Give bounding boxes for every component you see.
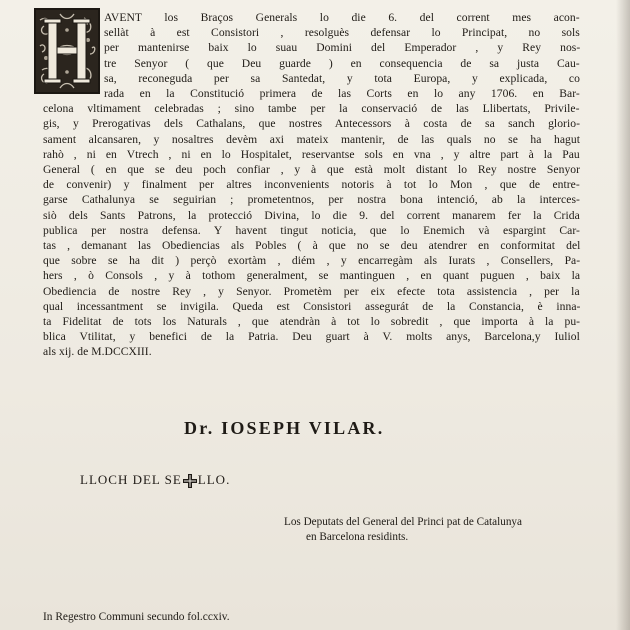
seal-location-label xyxy=(80,472,230,488)
body-line: publica per nostra defensa. Y havent tingut noticia, que lo Enemich và espargint Car- xyxy=(43,223,580,237)
body-line: tre Senyor ( que Deu guarde ) en consequencia de sa justa Cau- xyxy=(104,56,580,70)
body-line: General ( en que se deu poch confiar , y à que està molt distant lo Rey nostre Senyor xyxy=(43,163,581,176)
body-line: sellàt à est Consistori , resolguès defensar lo Principat, no sols xyxy=(104,26,580,40)
body-line: que sobre se ha dit ) perçò exortàm , diém , y encarregàm als Iurats , Consellers, Pa- xyxy=(43,254,581,268)
page-edge-shadow xyxy=(616,0,630,630)
deputies-line-1: Los Deputats del General del Princi pat de Catalunya xyxy=(284,516,522,528)
body-line: rahò , ni en Vtrech , ni en lo Hospitalet, reservantse sols en vna , y altre part à la Pau xyxy=(43,147,580,161)
deputies-line-2: en Barcelona residints. xyxy=(306,531,409,543)
decorated-initial-letter xyxy=(34,8,100,94)
body-line: siò dels Sants Patrons, la protecció Divina, lo die 9. del corrent manarem fer la Crida xyxy=(43,208,580,222)
body-line: Obediencia de nostre Rey , y Senyor. Prometèm per eix efecte tota assistencia , per la xyxy=(43,284,580,298)
body-line: blica Vtilitat, y benefici de la Patria. Deu guart à V. molts anys, Barcelona,y Iuliol xyxy=(43,330,580,344)
register-note: In Regestro Communi secundo fol.ccxiv. xyxy=(43,611,230,623)
body-line: ta Fidelitat de tots los Naturals , que atendràn à tot lo sobredit , que importa à la pu- xyxy=(43,315,581,328)
seal-text-part2: LLO. xyxy=(197,472,231,487)
body-line: de convenir) y finalment per altres inconvenients notoris à tot lo Mon , que de entre- xyxy=(43,178,580,192)
body-line: hers , ò Consols , y à tothom generalment, se mantinguen , en quant puguen , baix la xyxy=(43,269,581,283)
body-line: sa, reconeguda per sa Santedat, y tota Europa, y explicada, co xyxy=(104,71,580,85)
body-line: tas , demanant las Obediencias als Pobles ( à que no se deu atendrer en conformitat del xyxy=(43,239,581,252)
body-line: AVENT los Braços Generals lo die 6. del corrent mes acon- xyxy=(104,11,580,24)
body-line: per mantenirse baix lo suau Domini del Emperador , y Rey nos- xyxy=(104,41,581,55)
body-line: als xij. de M.DCCXIII. xyxy=(43,345,152,359)
body-line: qual incessantment se invigila. Queda est Consistori assegurát de la Constancia, è inna- xyxy=(43,299,581,313)
body-line: sament alcansaren, y nosaltres devèm axi mateix mantenir, de las quals no se ha hagut xyxy=(43,132,580,146)
seal-text-part1: LLOCH DEL SE xyxy=(80,472,182,487)
cross-seal-icon xyxy=(183,474,197,488)
body-line: rada en la Constitució primera de las Corts en lo any 1706. en Bar- xyxy=(104,87,580,100)
body-line: gis, y Prerogativas dels Cathalans, que nostres Antecessors à costa de sa sanch glorio- xyxy=(43,117,580,131)
signature: Dr. IOSEPH VILAR. xyxy=(184,418,385,438)
body-line: garse Cathalunya se seguirian ; prometentnos, per nostra bona intenció, ab la interces- xyxy=(43,193,580,207)
body-line: celona vltimament celebradas ; sino tambe per la conservació de las Llibertats, Privile- xyxy=(43,102,580,116)
